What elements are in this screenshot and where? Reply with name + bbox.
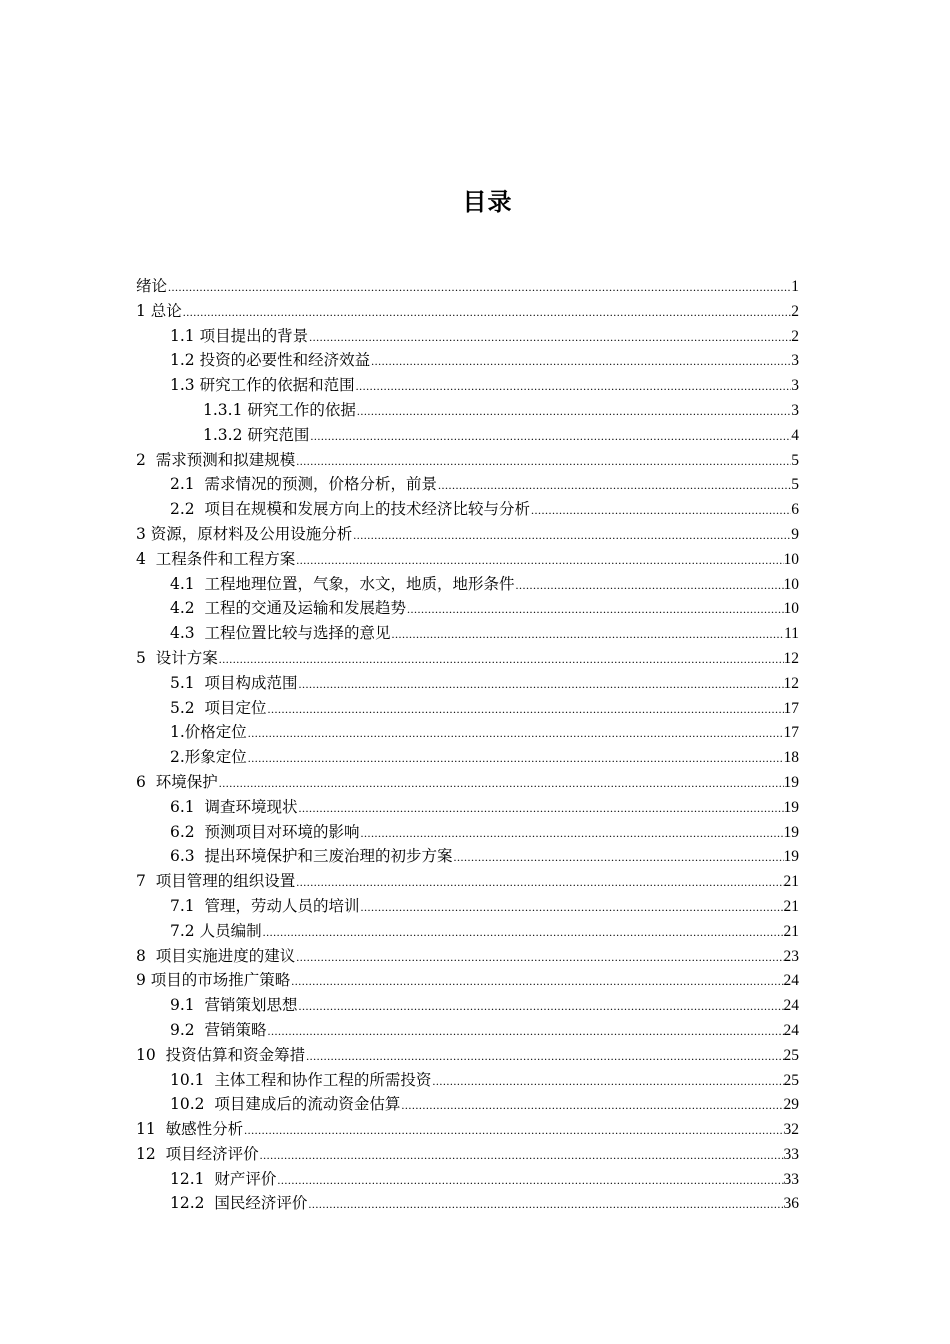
toc-dot-leader [353, 523, 791, 548]
toc-page-number: 23 [783, 947, 799, 965]
toc-entry[interactable] [136, 646, 799, 671]
toc-dot-leader [516, 573, 784, 598]
toc-page-number: 5 [791, 451, 799, 469]
toc-entry-label: 6.2 预测项目对环境的影响 [170, 822, 360, 841]
toc-entry-label: 2.1 需求情况的预测，价格分析，前景 [170, 475, 438, 494]
toc-dot-leader [291, 969, 783, 994]
toc-dot-leader [296, 870, 783, 895]
toc-page-number: 6 [791, 501, 799, 519]
toc-entry[interactable] [136, 869, 799, 894]
toc-page-number: 25 [783, 1071, 799, 1089]
toc-page-number: 18 [783, 749, 799, 767]
toc-page-number: 21 [783, 897, 799, 915]
toc-entry-label: 11 敏感性分析 [136, 1120, 244, 1139]
toc-entry-label: 9.2 营销策略 [170, 1020, 267, 1039]
toc-entry[interactable] [136, 348, 799, 373]
toc-dot-leader [361, 821, 784, 846]
toc-entry-label: 6.1 调查环境现状 [170, 797, 298, 816]
toc-page-number: 3 [791, 352, 799, 370]
toc-entry[interactable] [136, 919, 799, 944]
toc-entry[interactable] [136, 547, 799, 572]
toc-entry-label: 7.1 管理，劳动人员的培训 [170, 896, 360, 915]
toc-entry[interactable] [136, 894, 799, 919]
toc-entry[interactable] [136, 423, 799, 448]
toc-dot-leader [356, 374, 792, 399]
toc-entry[interactable] [136, 398, 799, 423]
toc-dot-leader [168, 275, 791, 300]
toc-entry[interactable] [136, 795, 799, 820]
toc-entry-label: 绪论 [136, 277, 168, 295]
toc-dot-leader [260, 1143, 784, 1168]
toc-entry[interactable] [136, 844, 799, 869]
page-title: 目录 [462, 187, 513, 216]
toc-entry[interactable] [136, 944, 799, 969]
toc-dot-leader [401, 1093, 783, 1118]
toc-page-number: 17 [783, 724, 799, 742]
toc-dot-leader [306, 1044, 783, 1069]
toc-dot-leader [361, 895, 784, 920]
toc-entry[interactable] [136, 1117, 799, 1142]
toc-dot-leader [268, 697, 784, 722]
toc-entry[interactable] [136, 596, 799, 621]
toc-dot-leader [244, 1118, 783, 1143]
table-of-contents [136, 274, 799, 1216]
toc-page-number: 10 [783, 575, 799, 593]
toc-page-number: 4 [791, 426, 799, 444]
toc-entry-label: 4.3 工程位置比较与选择的意见 [170, 624, 391, 643]
toc-entry-label: 4.1 工程地理位置，气象，水文，地质，地形条件 [170, 574, 515, 593]
toc-page-number: 2 [791, 327, 799, 345]
toc-page-number: 19 [783, 848, 799, 866]
toc-page-number: 24 [783, 1021, 799, 1039]
toc-dot-leader [299, 994, 784, 1019]
toc-entry-label: 1.2 投资的必要性和经济效益 [170, 351, 371, 370]
toc-entry-label: 1.3 研究工作的依据和范围 [170, 376, 355, 395]
toc-entry[interactable] [136, 720, 799, 745]
toc-page-number: 17 [783, 699, 799, 717]
toc-page-number: 29 [783, 1096, 799, 1114]
toc-dot-leader [296, 449, 791, 474]
toc-entry[interactable] [136, 1018, 799, 1043]
toc-entry[interactable] [136, 497, 799, 522]
toc-entry-label: 2.形象定位 [170, 748, 247, 767]
toc-entry-label: 9 项目的市场推广策略 [136, 971, 291, 990]
toc-entry[interactable] [136, 373, 799, 398]
toc-entry[interactable] [136, 745, 799, 770]
toc-entry[interactable] [136, 1068, 799, 1093]
toc-dot-leader [357, 399, 791, 424]
toc-page-number: 21 [783, 922, 799, 940]
toc-page-number: 12 [783, 649, 799, 667]
toc-entry[interactable] [136, 1167, 799, 1192]
toc-dot-leader [531, 498, 791, 523]
toc-entry[interactable] [136, 448, 799, 473]
toc-page-number: 5 [791, 476, 799, 494]
toc-dot-leader [277, 1168, 783, 1193]
toc-entry-label: 2.2 项目在规模和发展方向上的技术经济比较与分析 [170, 500, 531, 519]
toc-entry-label: 1.1 项目提出的背景 [170, 326, 309, 345]
toc-page-number: 3 [791, 377, 799, 395]
toc-entry[interactable] [136, 696, 799, 721]
toc-dot-leader [392, 622, 785, 647]
toc-dot-leader [268, 1019, 784, 1044]
toc-page-number: 33 [783, 1145, 799, 1163]
toc-page-number: 36 [783, 1195, 799, 1213]
toc-entry[interactable] [136, 572, 799, 597]
toc-entry-label: 9.1 营销策划思想 [170, 996, 298, 1015]
toc-page-number: 11 [784, 625, 799, 643]
toc-dot-leader [296, 548, 783, 573]
toc-entry[interactable] [136, 1043, 799, 1068]
toc-dot-leader [438, 473, 791, 498]
toc-entry-label: 4.2 工程的交通及运输和发展趋势 [170, 599, 407, 618]
toc-page-number: 19 [783, 773, 799, 791]
toc-entry-label: 10.2 项目建成后的流动资金估算 [170, 1095, 401, 1114]
toc-page-number: 10 [783, 550, 799, 568]
toc-entry-label: 1.价格定位 [170, 723, 247, 742]
toc-entry[interactable] [136, 770, 799, 795]
toc-entry-label: 12.2 国民经济评价 [170, 1194, 308, 1213]
toc-entry-label: 1.3.1 研究工作的依据 [203, 400, 356, 419]
toc-entry-label: 5 设计方案 [136, 648, 218, 667]
toc-entry-label: 10.1 主体工程和协作工程的所需投资 [170, 1070, 432, 1089]
toc-entry-label: 2 需求预测和拟建规模 [136, 450, 296, 469]
toc-entry-label: 1.3.2 研究范围 [203, 425, 310, 444]
toc-dot-leader [407, 597, 783, 622]
toc-dot-leader [432, 1069, 783, 1094]
toc-entry[interactable] [136, 968, 799, 993]
toc-dot-leader [454, 845, 784, 870]
toc-entry-label: 6.3 提出环境保护和三废治理的初步方案 [170, 847, 453, 866]
toc-dot-leader [183, 300, 791, 325]
toc-dot-leader [309, 325, 791, 350]
toc-page-number: 24 [783, 997, 799, 1015]
toc-page-number: 32 [783, 1121, 799, 1139]
toc-dot-leader [308, 1192, 783, 1217]
toc-dot-leader [248, 746, 784, 771]
toc-entry-label: 5.1 项目构成范围 [170, 673, 298, 692]
toc-dot-leader [219, 771, 784, 796]
toc-page-number: 21 [783, 873, 799, 891]
toc-entry-label: 1 总论 [136, 301, 182, 320]
toc-page-number: 2 [791, 302, 799, 320]
toc-entry[interactable] [136, 324, 799, 349]
toc-entry[interactable] [136, 820, 799, 845]
toc-page-number: 33 [783, 1170, 799, 1188]
toc-page-number: 19 [783, 798, 799, 816]
toc-dot-leader [310, 424, 791, 449]
toc-page-number: 25 [783, 1046, 799, 1064]
toc-entry[interactable] [136, 1092, 799, 1117]
toc-entry-label: 10 投资估算和资金筹措 [136, 1045, 306, 1064]
toc-entry[interactable] [136, 1142, 799, 1167]
toc-entry-label: 4 工程条件和工程方案 [136, 549, 296, 568]
toc-dot-leader [371, 349, 791, 374]
toc-page-number: 1 [791, 278, 799, 295]
toc-dot-leader [296, 945, 783, 970]
toc-entry[interactable] [136, 472, 799, 497]
toc-entry[interactable] [136, 1191, 799, 1216]
toc-entry[interactable] [136, 671, 799, 696]
toc-entry-label: 6 环境保护 [136, 772, 218, 791]
toc-entry[interactable] [136, 274, 799, 299]
toc-entry-label: 8 项目实施进度的建议 [136, 946, 296, 965]
toc-entry[interactable] [136, 993, 799, 1018]
toc-dot-leader [263, 920, 784, 945]
toc-entry-label: 7 项目管理的组织设置 [136, 872, 296, 891]
toc-page-number: 3 [791, 401, 799, 419]
toc-entry[interactable] [136, 621, 799, 646]
toc-entry-label: 3 资源，原材料及公用设施分析 [136, 524, 353, 543]
toc-entry-label: 12.1 财产评价 [170, 1169, 277, 1188]
toc-entry[interactable] [136, 299, 799, 324]
toc-entry-label: 7.2 人员编制 [170, 921, 262, 940]
toc-dot-leader [299, 796, 784, 821]
toc-dot-leader [299, 672, 784, 697]
toc-dot-leader [248, 721, 784, 746]
toc-page-number: 19 [783, 823, 799, 841]
toc-page-number: 10 [783, 600, 799, 618]
toc-dot-leader [219, 647, 784, 672]
toc-page-number: 9 [791, 525, 799, 543]
toc-entry[interactable] [136, 522, 799, 547]
toc-page-number: 24 [783, 972, 799, 990]
toc-page-number: 12 [783, 674, 799, 692]
toc-entry-label: 5.2 项目定位 [170, 698, 267, 717]
toc-entry-label: 12 项目经济评价 [136, 1144, 259, 1163]
